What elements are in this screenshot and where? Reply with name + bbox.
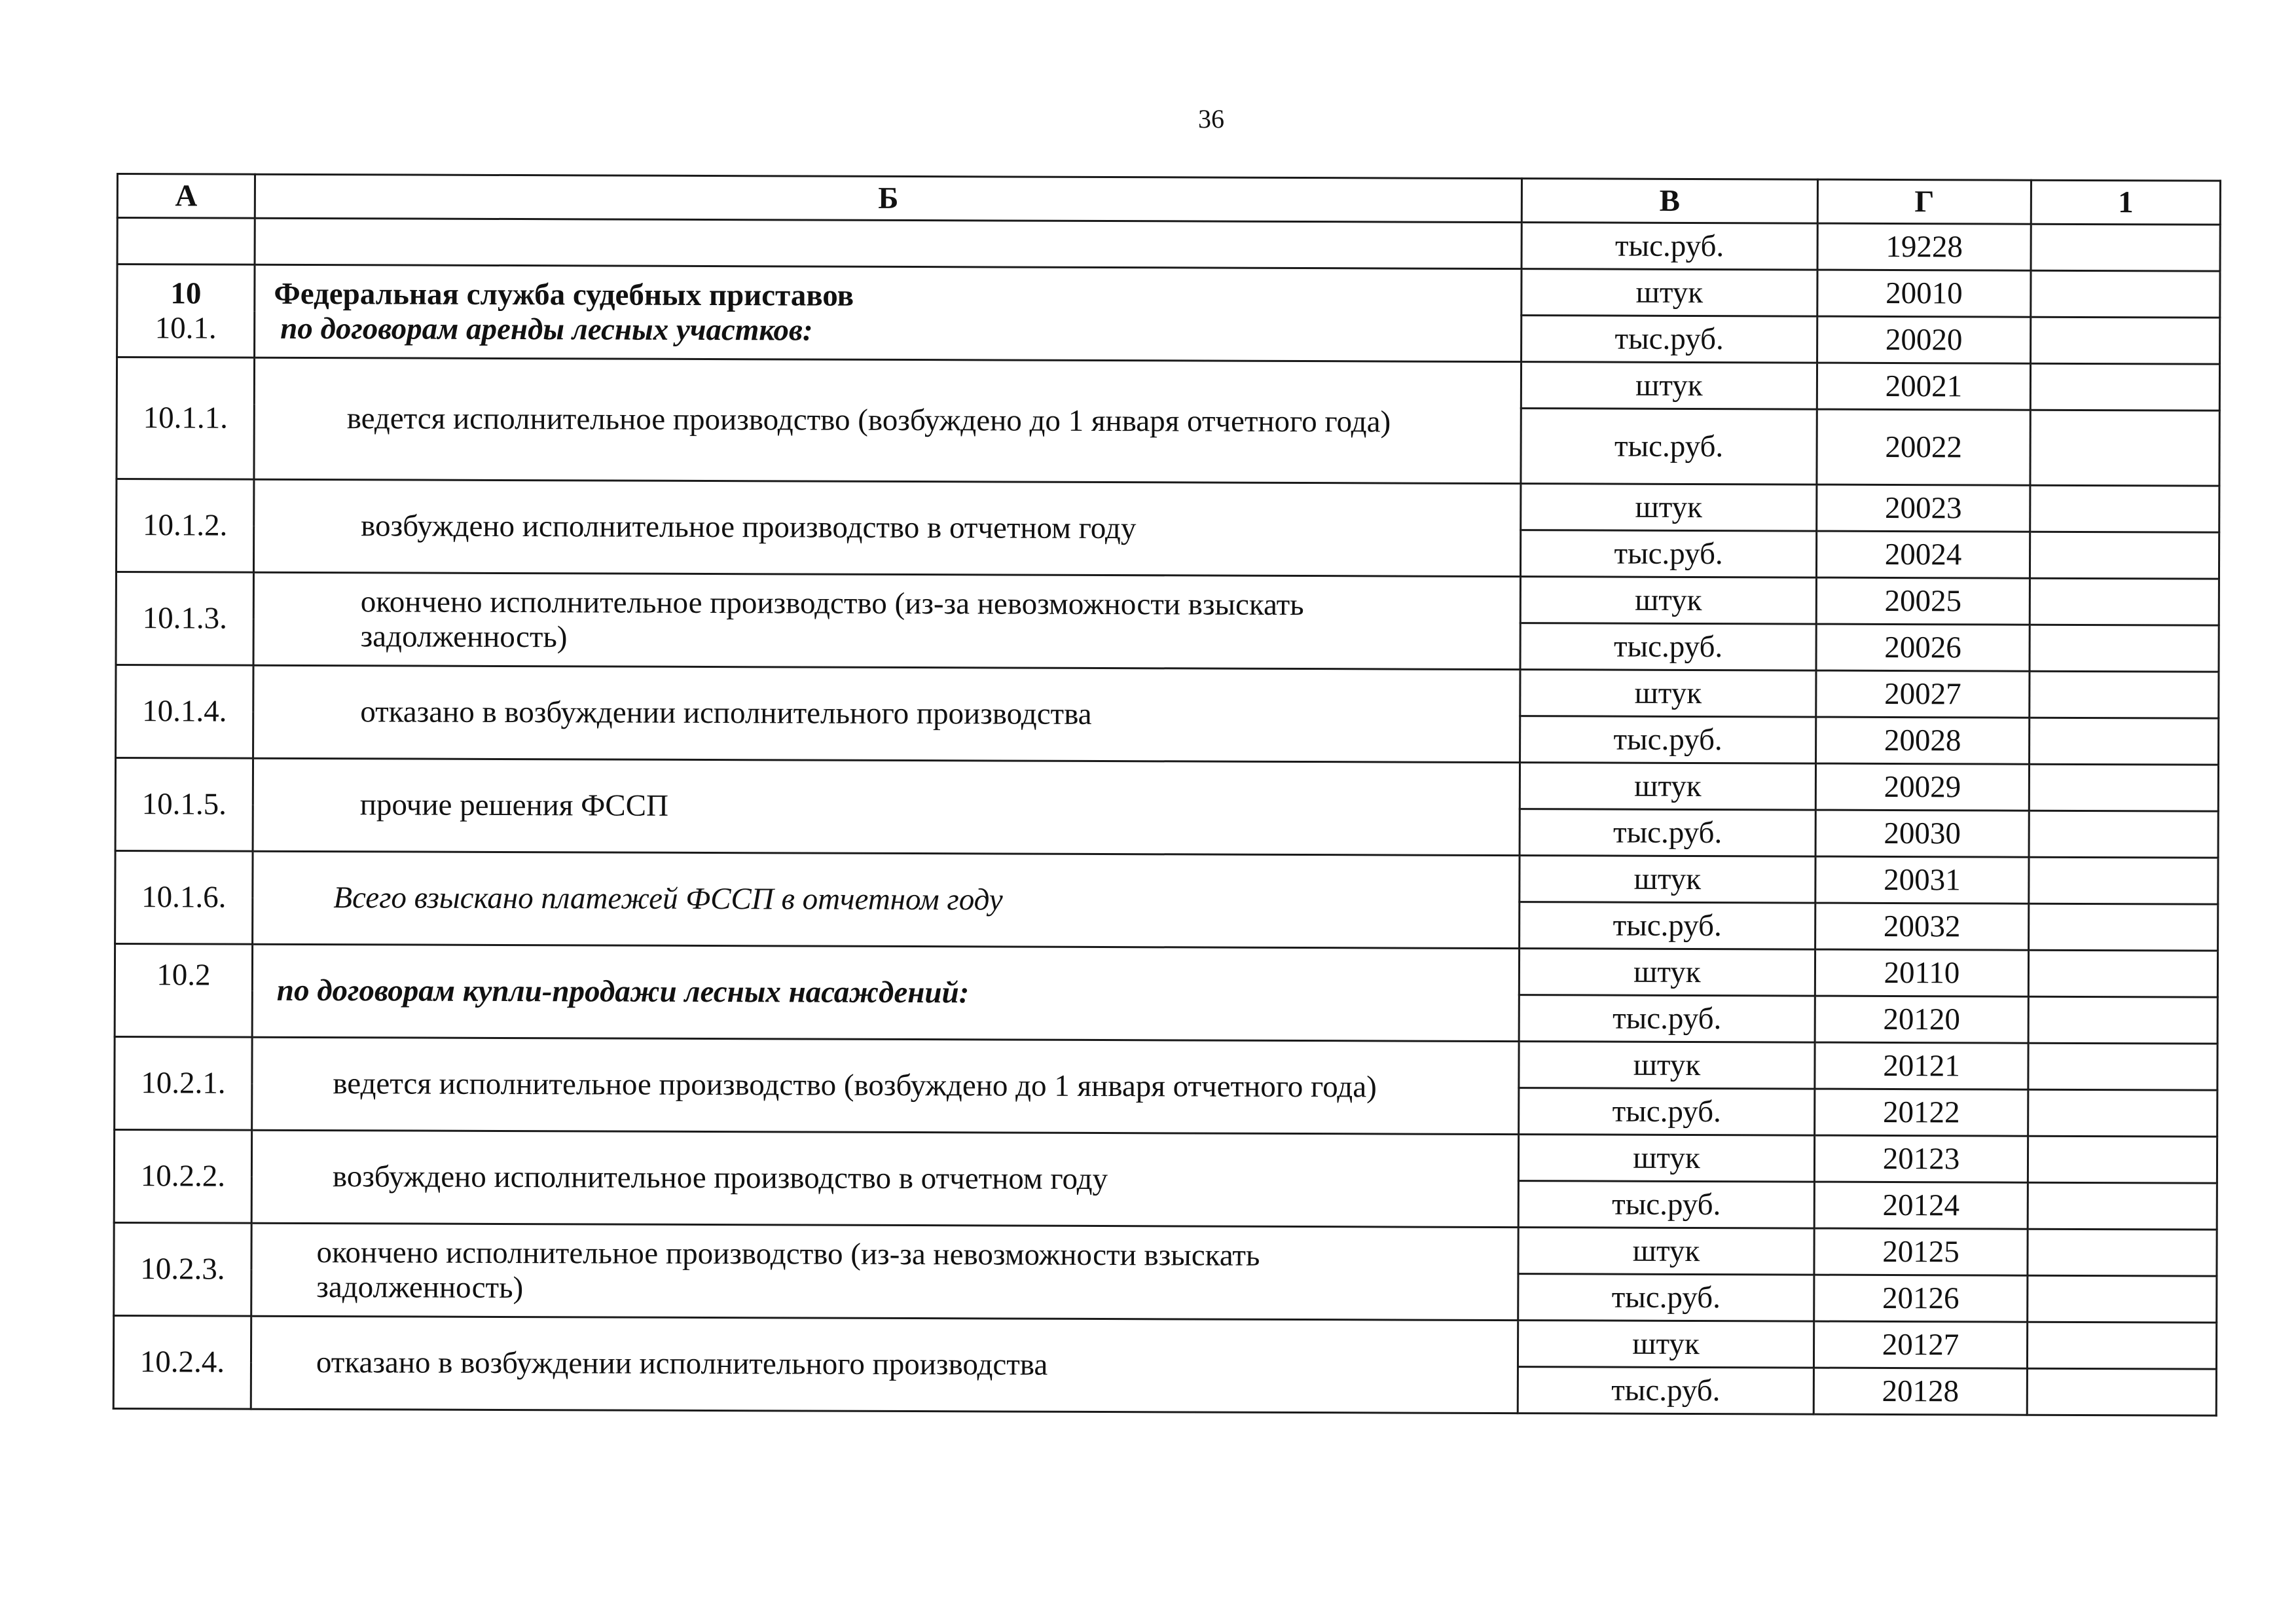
code-cell: 20020 (1817, 316, 2031, 363)
unit-cell: штук (1518, 1135, 1814, 1182)
row-description-cell (255, 218, 1522, 268)
row-number-cell (117, 218, 255, 265)
table-row (115, 850, 2218, 904)
header-col-b: Б (255, 174, 1522, 222)
value-cell (2031, 317, 2220, 364)
item-number-cell: 10.2.1. (115, 1036, 252, 1130)
section-title-cell: по договорам купли-продажи лесных насаждений: (252, 944, 1519, 1041)
unit-cell: тыс.руб. (1520, 809, 1815, 856)
code-cell: 20025 (1816, 577, 2030, 625)
code-cell: 20126 (1814, 1275, 2028, 1322)
code-cell: 19228 (1817, 223, 2031, 270)
report-table (113, 173, 2221, 1417)
code-cell: 20029 (1815, 763, 2029, 811)
value-cell (2029, 903, 2218, 951)
item-number-cell: 10.2.4. (113, 1315, 251, 1409)
code-cell: 20028 (1816, 717, 2030, 764)
unit-cell: тыс.руб. (1519, 1088, 1815, 1135)
item-description-cell: возбуждено исполнительное производство в отчетном году (253, 479, 1520, 576)
value-cell (2031, 270, 2220, 318)
header-row (117, 174, 2220, 225)
value-cell (2027, 1368, 2216, 1415)
code-cell: 20027 (1816, 670, 2030, 718)
unit-cell: тыс.руб. (1518, 1181, 1814, 1228)
table-row (114, 1129, 2217, 1183)
section-title: Федеральная служба судебных приставов (274, 276, 854, 313)
section-number-sub: 10.1. (155, 310, 217, 346)
unit-cell: тыс.руб. (1518, 1274, 1814, 1321)
item-description-cell: Всего взыскано платежей ФССП в отчетном году (253, 851, 1520, 948)
value-cell (2030, 718, 2219, 765)
code-cell: 20022 (1817, 409, 2030, 485)
table-row (116, 665, 2219, 719)
unit-cell: штук (1519, 1042, 1815, 1089)
item-description-cell: прочие решения ФССП (253, 758, 1520, 855)
table-row (115, 1036, 2217, 1090)
value-cell (2029, 764, 2218, 811)
section-subtitle: по договорам аренды лесных участков: (280, 311, 813, 348)
value-cell (2028, 996, 2217, 1044)
item-description-cell: ведется исполнительное производство (возбуждено до 1 января отчетного года) (254, 357, 1522, 483)
item-description-line: задолженность) (360, 619, 568, 654)
value-cell (2028, 1089, 2217, 1137)
value-cell (2028, 1275, 2217, 1322)
item-description-cell: возбуждено исполнительное производство в отчетном году (251, 1130, 1518, 1227)
unit-cell: штук (1520, 577, 1816, 624)
unit-cell: штук (1518, 1321, 1813, 1368)
section-number-main: 10 (170, 276, 202, 311)
unit-cell: тыс.руб. (1521, 409, 1817, 484)
value-cell (2030, 578, 2219, 625)
table-row (117, 479, 2219, 533)
code-cell: 20010 (1817, 270, 2031, 317)
item-number-cell: 10.2.2. (114, 1129, 251, 1223)
item-number-cell: 10.1.3. (116, 572, 253, 666)
item-number-cell: 10.1.1. (117, 357, 255, 480)
unit-cell: тыс.руб. (1518, 1367, 1813, 1414)
header-col-g: Г (1817, 179, 2031, 224)
value-cell (2030, 410, 2219, 486)
code-cell: 20125 (1814, 1228, 2028, 1275)
value-cell (2030, 671, 2219, 718)
unit-cell: штук (1520, 670, 1816, 717)
unit-cell: штук (1521, 362, 1817, 409)
section-title-cell (255, 264, 1522, 361)
value-cell (2029, 811, 2218, 858)
table-row-continued (117, 218, 2220, 272)
item-number-cell: 10.1.5. (115, 758, 253, 852)
unit-cell: штук (1519, 949, 1815, 996)
unit-cell: штук (1521, 484, 1817, 531)
item-description-line: окончено исполнительное производство (из-за невозможности взыскать (316, 1235, 1260, 1273)
item-number-cell: 10.1.2. (116, 479, 253, 573)
item-description-cell: отказано в возбуждении исполнительного производства (253, 665, 1520, 762)
unit-cell: тыс.руб. (1519, 995, 1815, 1042)
table-row (117, 357, 2219, 411)
section-10-2-row (115, 943, 2217, 997)
value-cell (2029, 857, 2218, 904)
item-number-cell: 10.1.6. (115, 850, 253, 944)
code-cell: 20026 (1816, 624, 2030, 671)
table-row (114, 1222, 2217, 1276)
code-cell: 20030 (1815, 810, 2029, 857)
item-description-line: задолженность) (316, 1269, 524, 1305)
value-cell (2030, 485, 2219, 532)
value-cell (2028, 1136, 2217, 1183)
value-cell (2030, 363, 2219, 410)
table-row (115, 758, 2218, 812)
value-cell (2027, 1322, 2216, 1369)
value-cell (2030, 625, 2219, 672)
header-col-1: 1 (2031, 180, 2220, 225)
table-row (116, 572, 2219, 626)
section-number-cell (117, 264, 255, 358)
value-cell (2028, 1043, 2217, 1090)
code-cell: 20124 (1814, 1182, 2028, 1229)
code-cell: 20121 (1815, 1042, 2028, 1089)
unit-cell: тыс.руб. (1522, 223, 1817, 270)
value-cell (2031, 224, 2220, 271)
code-cell: 20122 (1815, 1089, 2028, 1136)
header-col-v: В (1522, 179, 1817, 223)
unit-cell: тыс.руб. (1522, 316, 1817, 363)
unit-cell: штук (1520, 856, 1815, 903)
item-description-cell (253, 572, 1520, 669)
section-10-row (117, 264, 2220, 318)
code-cell: 20127 (1813, 1321, 2027, 1368)
unit-cell: штук (1518, 1228, 1814, 1275)
value-cell (2030, 532, 2219, 579)
code-cell: 20021 (1817, 363, 2030, 410)
code-cell: 20023 (1817, 484, 2030, 532)
unit-cell: штук (1522, 269, 1817, 316)
value-cell (2028, 1182, 2217, 1230)
item-description-cell: отказано в возбуждении исполнительного производства (251, 1316, 1518, 1413)
item-description-cell (251, 1223, 1518, 1320)
item-description-cell: ведется исполнительное производство (возбуждено до 1 января отчетного года) (252, 1037, 1519, 1134)
code-cell: 20024 (1816, 531, 2030, 578)
unit-cell: штук (1520, 763, 1815, 810)
table-row (113, 1315, 2216, 1369)
section-number-cell: 10.2 (115, 943, 252, 1037)
code-cell: 20123 (1814, 1135, 2028, 1182)
code-cell: 20032 (1815, 903, 2029, 950)
item-number-cell: 10.2.3. (114, 1222, 251, 1316)
header-col-a: А (117, 174, 255, 219)
page-number: 36 (1198, 104, 1224, 134)
code-cell: 20128 (1813, 1368, 2027, 1415)
code-cell: 20120 (1815, 996, 2028, 1043)
unit-cell: тыс.руб. (1520, 716, 1816, 763)
unit-cell: тыс.руб. (1520, 623, 1816, 670)
unit-cell: тыс.руб. (1520, 530, 1816, 577)
item-number-cell: 10.1.4. (116, 665, 253, 759)
code-cell: 20031 (1815, 856, 2029, 903)
item-description-line: окончено исполнительное производство (из-за невозможности взыскать (360, 585, 1304, 622)
value-cell (2028, 950, 2217, 997)
value-cell (2028, 1229, 2217, 1276)
code-cell: 20110 (1815, 949, 2028, 996)
unit-cell: тыс.руб. (1520, 902, 1815, 949)
